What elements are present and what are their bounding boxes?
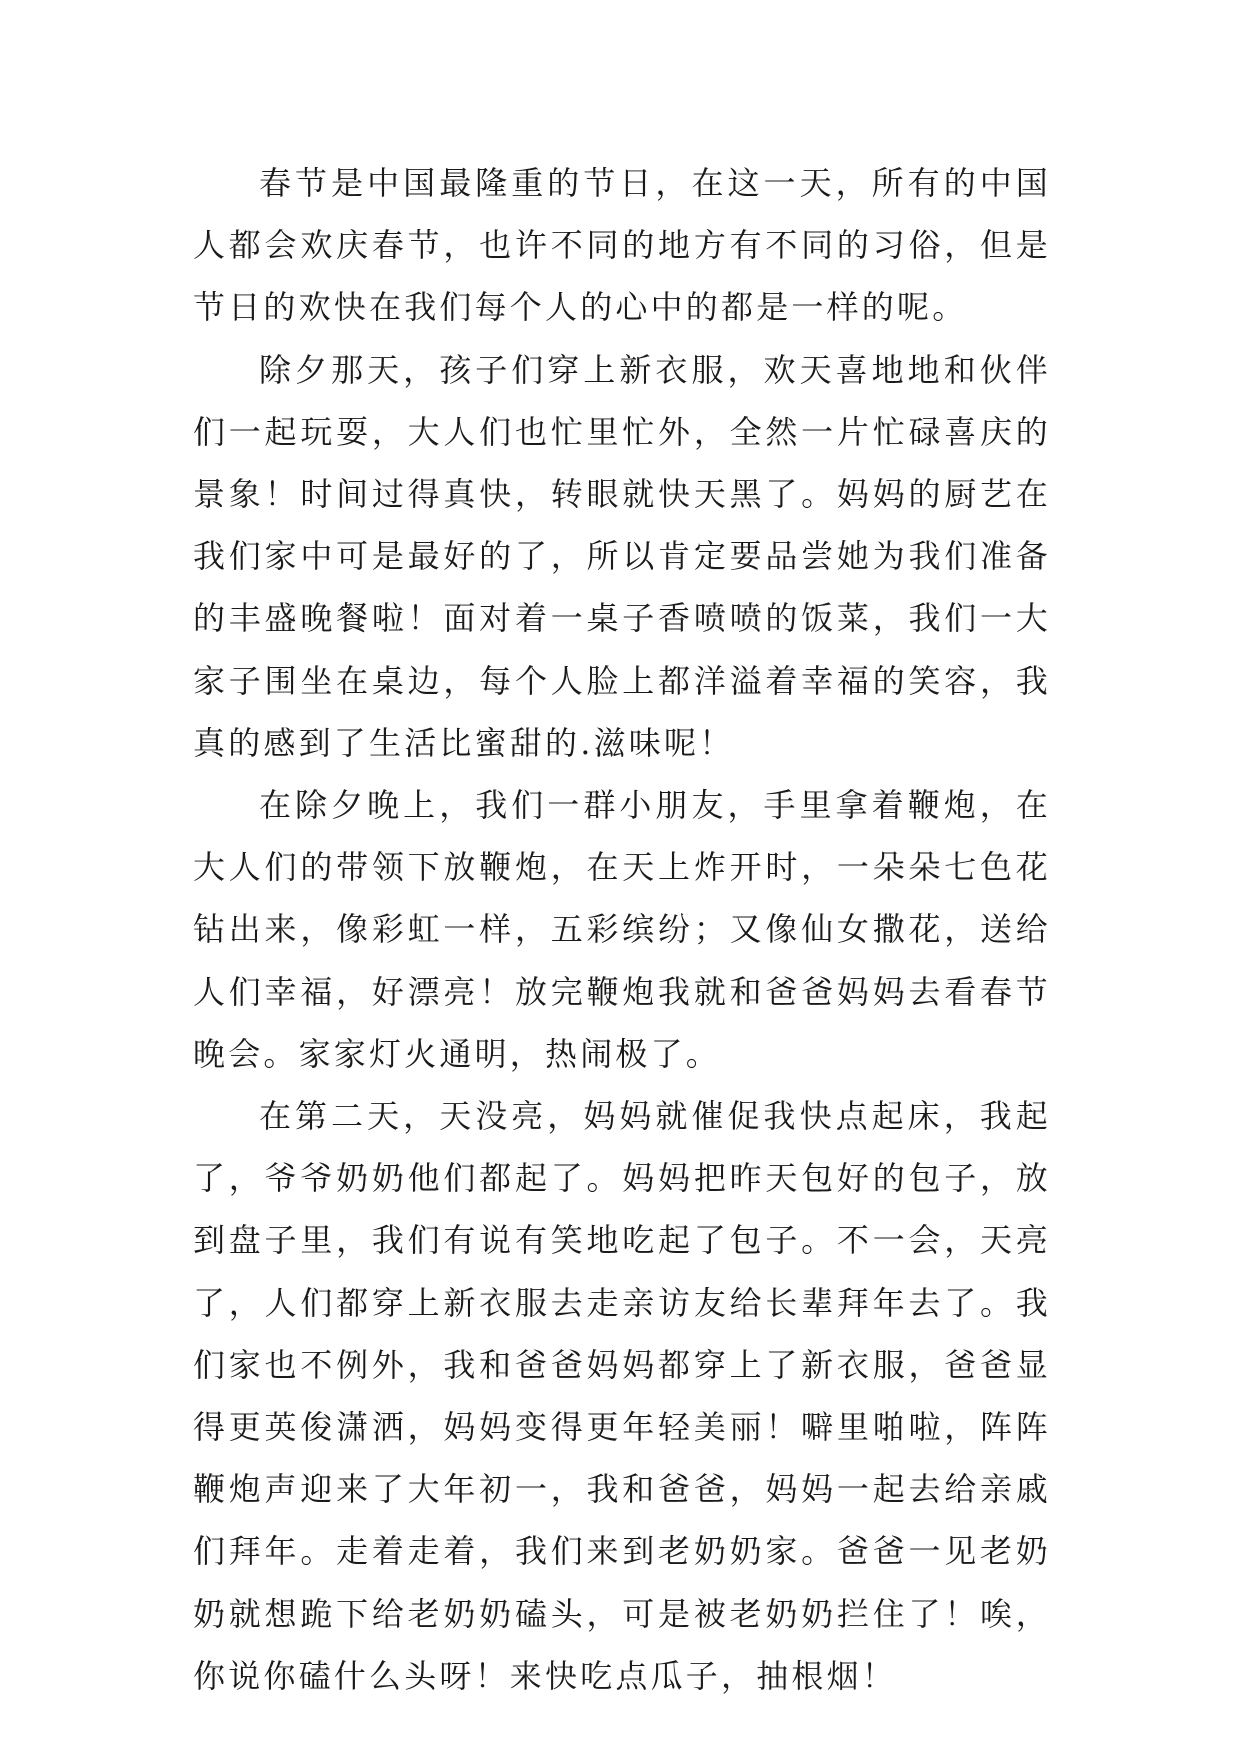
paragraph-4: 在第二天，天没亮，妈妈就催促我快点起床，我起了，爷爷奶奶他们都起了。妈妈把昨天包好的包子，放到盘子里，我们有说有笑地吃起了包子。不一会，天亮了，人们都穿上新衣服去走亲访友给长辈拜年去了。我们家也不例外，我和爸爸妈妈都穿上了新衣服，爸爸显得更英俊潇洒，妈妈变得更年轻美丽！噼里啪啦，阵阵鞭炮声迎来了大年初一，我和爸爸，妈妈一起去给亲戚们拜年。走着走着，我们来到老奶奶家。爸爸一见老奶奶就想跪下给老奶奶磕头，可是被老奶奶拦住了！唉，你说你磕什么头呀！来快吃点瓜子，抽根烟！ xyxy=(193,1097,1051,1695)
paragraph-2: 除夕那天，孩子们穿上新衣服，欢天喜地地和伙伴们一起玩耍，大人们也忙里忙外，全然一片忙碌喜庆的景象！时间过得真快，转眼就快天黑了。妈妈的厨艺在我们家中可是最好的了，所以肯定要品尝她为我们准备的丰盛晚餐啦！面对着一桌子香喷喷的饭菜，我们一大家子围坐在桌边，每个人脸上都洋溢着幸福的笑容，我真的感到了生活比蜜甜的.滋味呢！ xyxy=(193,350,1051,762)
document-body xyxy=(193,152,1051,1707)
paragraph-3: 在除夕晚上，我们一群小朋友，手里拿着鞭炮，在大人们的带领下放鞭炮，在天上炸开时，一朵朵七色花钻出来，像彩虹一样，五彩缤纷；又像仙女撒花，送给人们幸福，好漂亮！放完鞭炮我就和爸爸妈妈去看春节晚会。家家灯火通明，热闹极了。 xyxy=(193,786,1051,1073)
paragraph-1: 春节是中国最隆重的节日，在这一天，所有的中国人都会欢庆春节，也许不同的地方有不同的习俗，但是节日的欢快在我们每个人的心中的都是一样的呢。 xyxy=(193,164,1051,327)
